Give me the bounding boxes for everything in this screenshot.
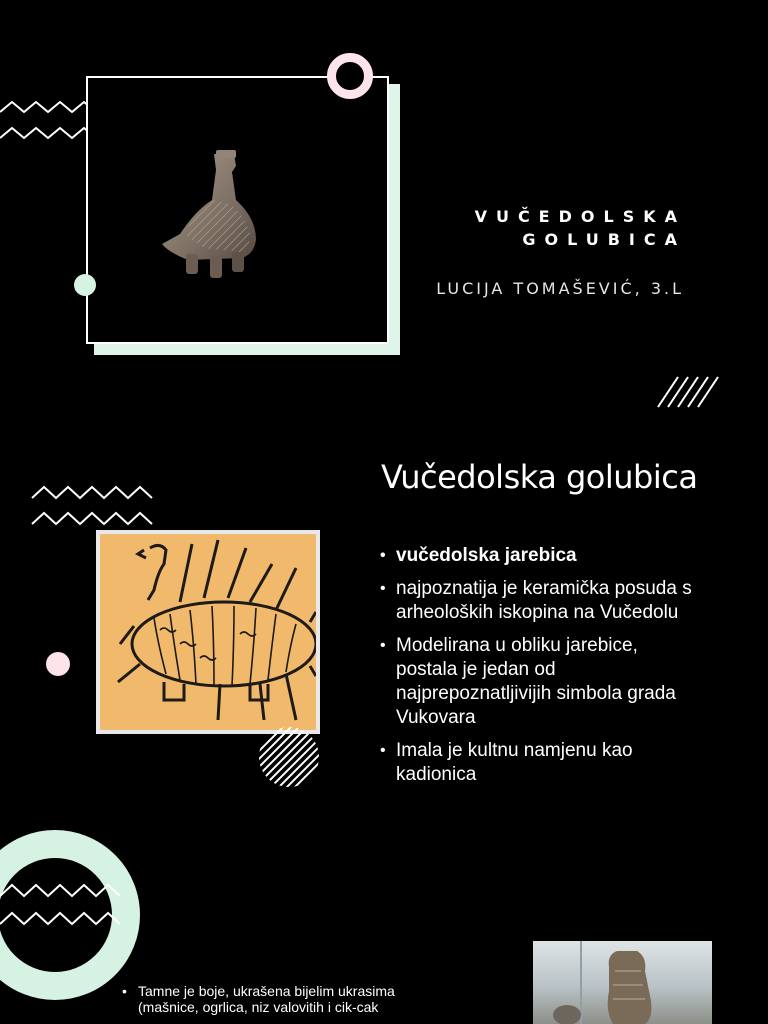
bullet-item: • vučedolska jarebica (380, 544, 700, 568)
dot-decoration (74, 274, 96, 296)
presentation-title (475, 205, 686, 251)
figurine-photo-illustration (533, 941, 712, 1024)
drawing-image (100, 534, 316, 730)
slide-1 (0, 0, 768, 430)
zigzag-decoration-top-left (0, 98, 90, 146)
bullet-list (380, 544, 700, 796)
dot-decoration-pink (46, 652, 70, 676)
bullet-item: • najpoznatija je keramička posuda s arheoloških iskopina na Vučedolu (380, 577, 700, 625)
author-subtitle: LUCIJA TOMAŠEVIĆ, 3.L (436, 279, 684, 298)
zigzag-decoration-middle (30, 482, 154, 530)
ring-decoration (327, 53, 373, 99)
museum-photo (533, 941, 712, 1024)
zigzag-decoration-bottom (0, 880, 120, 930)
drawing-image-frame (96, 530, 320, 734)
dove-drawing-illustration (100, 534, 316, 730)
striped-circle-decoration (258, 726, 320, 788)
title-line-2: GOLUBICA (522, 230, 686, 249)
diagonal-lines-decoration (656, 376, 724, 408)
bullet-item: • Tamne je boje, ukrašena bijelim ukrasima (mašnice, ogrlica, niz valovitih i cik-cak (122, 983, 422, 1015)
dove-figurine-image (156, 148, 262, 282)
slide-title: Vučedolska golubica (381, 458, 698, 496)
bullet-list-slide-3 (122, 983, 422, 1015)
title-line-1: VUČEDOLSKA (474, 207, 686, 226)
ring-decoration-mint (0, 830, 140, 1000)
bullet-item: • Modelirana u obliku jarebice, postala je jedan od najprepoznatljivijih simbola grada Vukovara (380, 634, 700, 730)
bullet-item: • Imala je kultnu namjenu kao kadionica (380, 739, 700, 787)
